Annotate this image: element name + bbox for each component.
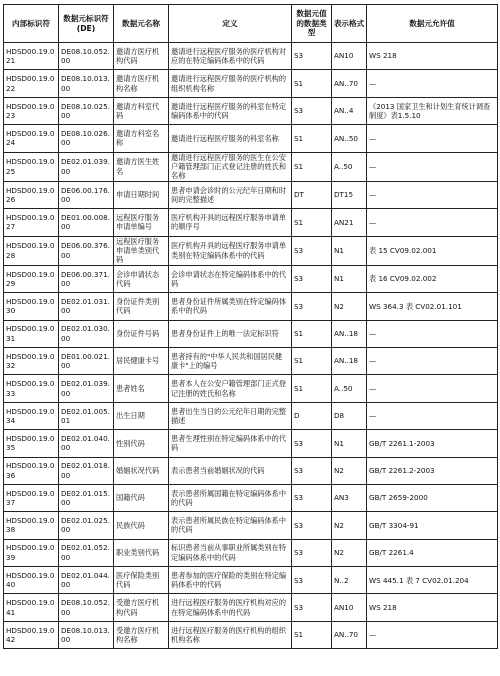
cell-value-type: S1 <box>292 152 332 181</box>
cell-format: AN..18 <box>332 347 367 374</box>
cell-value-type: S3 <box>292 484 332 511</box>
table-row <box>4 209 498 236</box>
table-body <box>4 43 498 649</box>
cell-value-type: S3 <box>292 539 332 566</box>
cell-format: D8 <box>332 402 367 429</box>
cell-de-id: DE02.01.044.00 <box>59 567 114 594</box>
header-definition: 定义 <box>169 5 292 43</box>
cell-format: AN3 <box>332 484 367 511</box>
cell-internal-id: HDSD00.19.026 <box>4 181 59 208</box>
cell-format: AN..70 <box>332 70 367 97</box>
cell-internal-id: HDSD00.19.023 <box>4 97 59 124</box>
cell-definition: 患者申请会诊时的公元纪年日期和时间的完整描述 <box>169 181 292 208</box>
cell-definition: 患者本人在公安户籍管理部门正式登记注册的姓氏和名称 <box>169 375 292 402</box>
cell-format: AN10 <box>332 43 367 70</box>
cell-value-type: S1 <box>292 320 332 347</box>
cell-internal-id: HDSD00.19.038 <box>4 512 59 539</box>
cell-value-type: S3 <box>292 430 332 457</box>
cell-format: N2 <box>332 293 367 320</box>
cell-allowed-values: — <box>367 621 498 648</box>
cell-format: AN10 <box>332 594 367 621</box>
cell-internal-id: HDSD00.19.041 <box>4 594 59 621</box>
cell-definition: 患者持有的"中华人民共和国居民健康卡"上的编号 <box>169 347 292 374</box>
cell-de-name: 远程医疗服务申请单编号 <box>114 209 169 236</box>
cell-de-name: 身份证件类别代码 <box>114 293 169 320</box>
cell-de-id: DE02.01.015.00 <box>59 484 114 511</box>
table-row <box>4 70 498 97</box>
cell-definition: 患者生理性别在特定编码体系中的代码 <box>169 430 292 457</box>
table-row <box>4 97 498 124</box>
cell-value-type: S3 <box>292 97 332 124</box>
cell-allowed-values: GB/T 2261.1-2003 <box>367 430 498 457</box>
header-de-name: 数据元名称 <box>114 5 169 43</box>
cell-internal-id: HDSD00.19.039 <box>4 539 59 566</box>
cell-value-type: D <box>292 402 332 429</box>
cell-format: N1 <box>332 265 367 292</box>
cell-value-type: S1 <box>292 375 332 402</box>
cell-de-id: DE02.01.005.01 <box>59 402 114 429</box>
cell-de-name: 受邀方医疗机构代码 <box>114 594 169 621</box>
cell-de-id: DE08.10.052.00 <box>59 594 114 621</box>
cell-de-id: DE01.00.021.00 <box>59 347 114 374</box>
table-row <box>4 293 498 320</box>
cell-de-name: 医疗保险类别代码 <box>114 567 169 594</box>
cell-de-id: DE06.00.176.00 <box>59 181 114 208</box>
cell-de-name: 远程医疗服务申请单类别代码 <box>114 236 169 265</box>
cell-de-id: DE02.01.052.00 <box>59 539 114 566</box>
cell-de-id: DE02.01.031.00 <box>59 293 114 320</box>
table-row <box>4 375 498 402</box>
cell-de-name: 会诊申请状态代码 <box>114 265 169 292</box>
cell-allowed-values: — <box>367 70 498 97</box>
cell-de-name: 出生日期 <box>114 402 169 429</box>
cell-de-id: DE02.01.039.00 <box>59 152 114 181</box>
cell-format: AN..4 <box>332 97 367 124</box>
table-row <box>4 125 498 152</box>
cell-de-id: DE06.00.376.00 <box>59 236 114 265</box>
cell-de-name: 患者姓名 <box>114 375 169 402</box>
cell-definition: 患者身份证件所属类别在特定编码体系中的代码 <box>169 293 292 320</box>
cell-value-type: S3 <box>292 265 332 292</box>
table-header-row <box>4 5 498 43</box>
cell-internal-id: HDSD00.19.035 <box>4 430 59 457</box>
cell-de-id: DE08.10.026.00 <box>59 125 114 152</box>
cell-allowed-values: GB/T 2261.2-2003 <box>367 457 498 484</box>
cell-internal-id: HDSD00.19.040 <box>4 567 59 594</box>
cell-format: AN..18 <box>332 320 367 347</box>
cell-de-id: DE08.10.052.00 <box>59 43 114 70</box>
cell-definition: 进行远程医疗服务的医疗机构对应的在特定编码体系中的代码 <box>169 594 292 621</box>
cell-de-id: DE01.00.008.00 <box>59 209 114 236</box>
header-de-id: 数据元标识符(DE) <box>59 5 114 43</box>
data-element-table <box>3 4 498 649</box>
cell-de-name: 邀请方科室名称 <box>114 125 169 152</box>
cell-value-type: S3 <box>292 567 332 594</box>
table-row <box>4 539 498 566</box>
cell-de-name: 受邀方医疗机构名称 <box>114 621 169 648</box>
cell-value-type: S1 <box>292 347 332 374</box>
cell-internal-id: HDSD00.19.022 <box>4 70 59 97</box>
cell-allowed-values: WS 364.3 表 CV02.01.101 <box>367 293 498 320</box>
cell-allowed-values: — <box>367 209 498 236</box>
cell-definition: 患者出生当日的公元纪年日期的完整描述 <box>169 402 292 429</box>
cell-definition: 表示患者当前婚姻状况的代码 <box>169 457 292 484</box>
cell-internal-id: HDSD00.19.029 <box>4 265 59 292</box>
cell-format: N2 <box>332 457 367 484</box>
table-row <box>4 430 498 457</box>
cell-de-id: DE08.10.013.00 <box>59 70 114 97</box>
cell-allowed-values: — <box>367 320 498 347</box>
cell-internal-id: HDSD00.19.028 <box>4 236 59 265</box>
cell-format: N1 <box>332 236 367 265</box>
cell-de-name: 邀请方医疗机构代码 <box>114 43 169 70</box>
cell-de-name: 国籍代码 <box>114 484 169 511</box>
cell-allowed-values: 《2013 国家卫生和计划生育统计调查制度》表1.5.10 <box>367 97 498 124</box>
cell-value-type: DT <box>292 181 332 208</box>
cell-allowed-values: GB/T 3304-91 <box>367 512 498 539</box>
cell-internal-id: HDSD00.19.024 <box>4 125 59 152</box>
table-row <box>4 594 498 621</box>
cell-value-type: S3 <box>292 457 332 484</box>
cell-value-type: S3 <box>292 594 332 621</box>
cell-format: AN..70 <box>332 621 367 648</box>
cell-internal-id: HDSD00.19.033 <box>4 375 59 402</box>
cell-de-id: DE02.01.040.00 <box>59 430 114 457</box>
table-row <box>4 457 498 484</box>
table-row <box>4 43 498 70</box>
cell-value-type: S3 <box>292 512 332 539</box>
cell-allowed-values: WS 218 <box>367 594 498 621</box>
cell-de-name: 职业类别代码 <box>114 539 169 566</box>
cell-internal-id: HDSD00.19.034 <box>4 402 59 429</box>
cell-internal-id: HDSD00.19.036 <box>4 457 59 484</box>
table-row <box>4 265 498 292</box>
cell-definition: 邀请进行远程医疗服务的科室在特定编码体系中的代码 <box>169 97 292 124</box>
cell-value-type: S1 <box>292 125 332 152</box>
cell-definition: 进行远程医疗服务的医疗机构的组织机构名称 <box>169 621 292 648</box>
cell-de-name: 邀请方科室代码 <box>114 97 169 124</box>
cell-allowed-values: 表 15 CV09.02.001 <box>367 236 498 265</box>
cell-de-id: DE08.10.025.00 <box>59 97 114 124</box>
table-row <box>4 484 498 511</box>
cell-allowed-values: 表 16 CV09.02.002 <box>367 265 498 292</box>
header-value-type: 数据元值的数据类型 <box>292 5 332 43</box>
cell-de-id: DE08.10.013.00 <box>59 621 114 648</box>
cell-definition: 表示患者所属国籍在特定编码体系中的代码 <box>169 484 292 511</box>
table-row <box>4 567 498 594</box>
cell-definition: 邀请进行远程医疗服务的医疗机构对应的在特定编码体系中的代码 <box>169 43 292 70</box>
cell-de-name: 邀请方医生姓名 <box>114 152 169 181</box>
cell-allowed-values: WS 445.1 表 7 CV02.01.204 <box>367 567 498 594</box>
cell-allowed-values: — <box>367 347 498 374</box>
cell-allowed-values: — <box>367 402 498 429</box>
cell-definition: 患者身份证件上的唯一法定标识符 <box>169 320 292 347</box>
cell-format: DT15 <box>332 181 367 208</box>
cell-de-name: 性别代码 <box>114 430 169 457</box>
cell-de-name: 居民健康卡号 <box>114 347 169 374</box>
cell-value-type: S3 <box>292 43 332 70</box>
cell-de-id: DE02.01.025.00 <box>59 512 114 539</box>
cell-internal-id: HDSD00.19.030 <box>4 293 59 320</box>
cell-definition: 邀请进行远程医疗服务的医生在公安户籍管理部门正式登记注册的姓氏和名称 <box>169 152 292 181</box>
cell-allowed-values: — <box>367 375 498 402</box>
cell-definition: 医疗机构开具的远程医疗服务申请单的顺序号 <box>169 209 292 236</box>
cell-de-name: 身份证件号码 <box>114 320 169 347</box>
cell-de-name: 婚姻状况代码 <box>114 457 169 484</box>
cell-internal-id: HDSD00.19.042 <box>4 621 59 648</box>
cell-format: A..50 <box>332 375 367 402</box>
table-row <box>4 236 498 265</box>
cell-value-type: S3 <box>292 236 332 265</box>
cell-format: N1 <box>332 430 367 457</box>
cell-allowed-values: — <box>367 181 498 208</box>
cell-value-type: S1 <box>292 209 332 236</box>
cell-de-id: DE06.00.371.00 <box>59 265 114 292</box>
cell-definition: 患者参加的医疗保险的类别在特定编码体系中的代码 <box>169 567 292 594</box>
cell-allowed-values: WS 218 <box>367 43 498 70</box>
table-row <box>4 152 498 181</box>
cell-value-type: S1 <box>292 621 332 648</box>
cell-definition: 表示患者所属民族在特定编码体系中的代码 <box>169 512 292 539</box>
cell-format: N2 <box>332 539 367 566</box>
header-allowed-values: 数据元允许值 <box>367 5 498 43</box>
cell-format: AN21 <box>332 209 367 236</box>
cell-definition: 邀请进行远程医疗服务的医疗机构的组织机构名称 <box>169 70 292 97</box>
cell-format: A..50 <box>332 152 367 181</box>
cell-de-name: 申请日期时间 <box>114 181 169 208</box>
cell-de-id: DE02.01.018.00 <box>59 457 114 484</box>
table-row <box>4 512 498 539</box>
cell-value-type: S1 <box>292 70 332 97</box>
cell-allowed-values: GB/T 2261.4 <box>367 539 498 566</box>
cell-internal-id: HDSD00.19.037 <box>4 484 59 511</box>
cell-internal-id: HDSD00.19.027 <box>4 209 59 236</box>
cell-de-id: DE02.01.030.00 <box>59 320 114 347</box>
cell-allowed-values: — <box>367 152 498 181</box>
cell-internal-id: HDSD00.19.021 <box>4 43 59 70</box>
table-row <box>4 347 498 374</box>
cell-format: N..2 <box>332 567 367 594</box>
cell-format: AN..50 <box>332 125 367 152</box>
cell-definition: 标识患者当前从事职业所属类别在特定编码体系中的代码 <box>169 539 292 566</box>
cell-internal-id: HDSD00.19.031 <box>4 320 59 347</box>
header-format: 表示格式 <box>332 5 367 43</box>
cell-format: N2 <box>332 512 367 539</box>
table-row <box>4 181 498 208</box>
cell-internal-id: HDSD00.19.025 <box>4 152 59 181</box>
header-internal-id: 内部标识符 <box>4 5 59 43</box>
cell-allowed-values: — <box>367 125 498 152</box>
cell-de-name: 民族代码 <box>114 512 169 539</box>
cell-definition: 医疗机构开具的远程医疗服务申请单类别在特定编码体系中的代码 <box>169 236 292 265</box>
cell-definition: 邀请进行远程医疗服务的科室名称 <box>169 125 292 152</box>
table-row <box>4 320 498 347</box>
table-row <box>4 621 498 648</box>
cell-value-type: S3 <box>292 293 332 320</box>
cell-definition: 会诊申请状态在特定编码体系中的代码 <box>169 265 292 292</box>
table-row <box>4 402 498 429</box>
cell-allowed-values: GB/T 2659-2000 <box>367 484 498 511</box>
cell-de-id: DE02.01.039.00 <box>59 375 114 402</box>
cell-internal-id: HDSD00.19.032 <box>4 347 59 374</box>
cell-de-name: 邀请方医疗机构名称 <box>114 70 169 97</box>
